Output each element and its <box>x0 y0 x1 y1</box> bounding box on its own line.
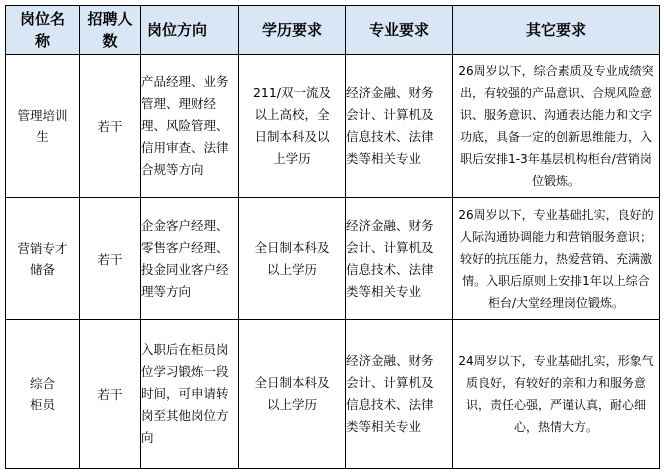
count-cell: 若干 <box>80 320 141 469</box>
count-cell: 若干 <box>80 198 141 320</box>
table-row <box>6 55 660 198</box>
direction-cell: 入职后在柜员岗 位学习锻炼一段 时间，可申请转 岗至其他岗位方 向 <box>141 320 239 469</box>
header-other: 其它要求 <box>453 6 660 55</box>
header-major: 专业要求 <box>346 6 453 55</box>
other-cell: 26周岁以下，专业基础扎实，良好的 人际沟通协调能力和营销服务意识； 较好的抗压能力，热爱营销、充满激 情。入职后原则上安排1年以上综合 柜台/大堂经理岗位锻炼。 <box>453 198 660 320</box>
header-count: 招聘人 数 <box>80 6 141 55</box>
major-cell: 经济金融、财务 会计、计算机及 信息技术、法律 类等相关专业 <box>346 320 453 469</box>
table-row <box>6 198 660 320</box>
education-cell: 211/双一流及 以上高校，全 日制本科及以 上学历 <box>239 55 346 198</box>
other-cell: 26周岁以下，综合素质及专业成绩突 出，有较强的产品意识、合规风险意 识、服务意识、沟通表达能力和文字 功底，具备一定的创新思维能力，入 职后安排1-3年基层机构柜台/营销岗 位锻炼。 <box>453 55 660 198</box>
direction-cell: 产品经理、业务 管理、理财经 理、风险管理、 信用审查、法律 合规等方向 <box>141 55 239 198</box>
position-cell: 管理培训 生 <box>6 55 80 198</box>
education-cell: 全日制本科及 以上学历 <box>239 320 346 469</box>
recruitment-table <box>5 5 660 469</box>
position-cell: 综合 柜员 <box>6 320 80 469</box>
major-cell: 经济金融、财务 会计、计算机及 信息技术、法律 类等相关专业 <box>346 198 453 320</box>
count-cell: 若干 <box>80 55 141 198</box>
header-position: 岗位名 称 <box>6 6 80 55</box>
table-header-row <box>6 6 660 55</box>
major-cell: 经济金融、财务 会计、计算机及 信息技术、法律 类等相关专业 <box>346 55 453 198</box>
other-cell: 24周岁以下，专业基础扎实，形象气 质良好，有较好的亲和力和服务意 识，责任心强，严谨认真，耐心细 心，热情大方。 <box>453 320 660 469</box>
position-cell: 营销专才 储备 <box>6 198 80 320</box>
header-direction: 岗位方向 <box>141 6 239 55</box>
header-education: 学历要求 <box>239 6 346 55</box>
education-cell: 全日制本科及 以上学历 <box>239 198 346 320</box>
table-row <box>6 320 660 469</box>
direction-cell: 企金客户经理、 零售客户经理、 投金同业客户经 理等方向 <box>141 198 239 320</box>
